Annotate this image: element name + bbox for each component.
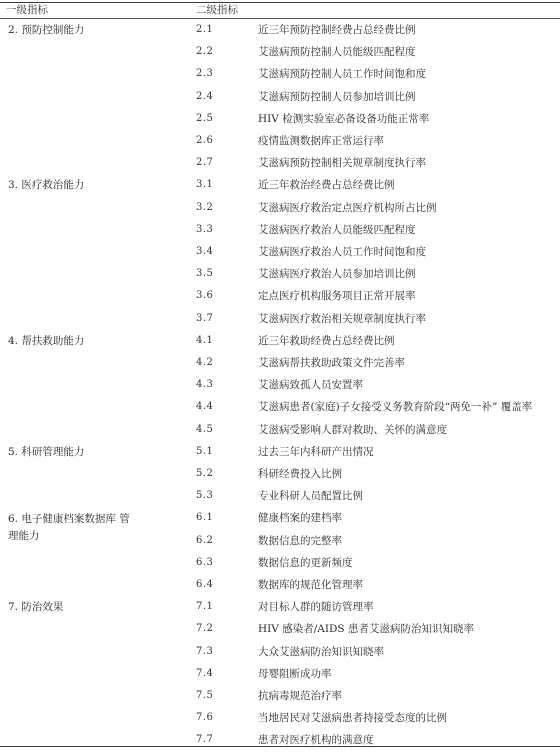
indicator-code: 4.3 xyxy=(196,379,214,391)
indicator-code: 7.3 xyxy=(196,645,214,657)
indicator-code: 2.5 xyxy=(196,112,214,124)
table-row xyxy=(0,399,560,421)
table-row xyxy=(0,333,560,355)
level2-indicator: 近三年预防控制经费占总经费比例 xyxy=(258,24,416,36)
level2-indicator: 艾滋病医疗救治相关规章制度执行率 xyxy=(258,312,426,325)
level2-indicator: 数据信息的更新频度 xyxy=(258,556,353,569)
indicator-code: 7.6 xyxy=(196,712,214,724)
table-row xyxy=(0,644,560,666)
indicator-code: 3.5 xyxy=(196,268,214,280)
level2-indicator: 艾滋病医疗救治人员工作时间饱和度 xyxy=(258,246,426,258)
indicator-code: 7.1 xyxy=(196,601,214,613)
table-row xyxy=(0,155,560,177)
indicator-code: 3.3 xyxy=(196,223,214,235)
level2-indicator: 当地居民对艾滋病患者持接受态度的比例 xyxy=(258,712,447,725)
indicator-code: 7.7 xyxy=(196,734,214,746)
level1-indicator: 2. 预防控制能力 xyxy=(8,24,85,36)
level2-indicator: HIV 检测实验室必备设备功能正常率 xyxy=(258,112,430,125)
table-row xyxy=(0,311,560,333)
table-row xyxy=(0,466,560,488)
table-row xyxy=(0,22,560,44)
level2-indicator: 艾滋病医疗救治人员能级匹配程度 xyxy=(258,223,416,236)
level2-indicator: 专业科研人员配置比例 xyxy=(258,490,363,503)
indicator-code: 3.6 xyxy=(196,290,214,302)
level2-indicator: 艾滋病帮扶救助政策文件完善率 xyxy=(258,357,405,369)
indicator-code: 2.1 xyxy=(196,24,214,35)
indicator-code: 6.2 xyxy=(196,534,214,546)
level2-indicator: 科研经费投入比例 xyxy=(258,468,342,480)
table-row xyxy=(0,377,560,399)
indicator-code: 6.3 xyxy=(196,556,214,568)
indicator-code: 4.2 xyxy=(196,357,214,368)
indicator-code: 7.4 xyxy=(196,667,214,679)
level2-indicator: 对目标人群的随访管理率 xyxy=(258,601,374,614)
table-row xyxy=(0,200,560,222)
indicator-code: 2.3 xyxy=(196,68,214,80)
indicator-code: 3.4 xyxy=(196,246,214,257)
table-top-rule xyxy=(0,2,560,3)
table-row xyxy=(0,444,560,466)
table-row xyxy=(0,133,560,155)
level2-indicator: 数据库的规范化管理率 xyxy=(258,579,363,591)
level1-indicator: 6. 电子健康档案数据库 管理能力 xyxy=(8,513,130,543)
indicator-code: 3.2 xyxy=(196,201,214,213)
table-row xyxy=(0,244,560,266)
level2-indicator: 近三年救助经费占总经费比例 xyxy=(258,334,395,347)
table-header-rule xyxy=(0,18,560,19)
indicator-code: 6.4 xyxy=(196,579,214,590)
table-row xyxy=(0,599,560,621)
level2-indicator: 定点医疗机构服务项目正常开展率 xyxy=(258,290,416,303)
indicator-code: 4.1 xyxy=(196,334,214,346)
table-row xyxy=(0,111,560,133)
indicator-code: 3.7 xyxy=(196,312,214,324)
level2-indicator: 数据信息的完整率 xyxy=(258,534,342,547)
level1-indicator: 4. 帮扶救助能力 xyxy=(8,334,85,347)
level2-indicator: 艾滋病患者(家庭)子女接受义务教育阶段“两免一补” 覆盖率 xyxy=(258,401,533,414)
indicator-code: 2.4 xyxy=(196,90,214,102)
level2-indicator: 抗病毒规范治疗率 xyxy=(258,690,342,702)
table-row xyxy=(0,266,560,288)
level2-indicator: 过去三年内科研产出情况 xyxy=(258,445,374,458)
table-row xyxy=(0,688,560,710)
table-bottom-rule xyxy=(0,746,560,747)
level2-indicator: 艾滋病预防控制人员参加培训比例 xyxy=(258,90,416,103)
level2-indicator: 艾滋病致孤人员安置率 xyxy=(258,379,363,392)
table-row xyxy=(0,422,560,444)
level2-indicator: HIV 感染者/AIDS 患者艾滋病防治知识知晓率 xyxy=(258,623,474,636)
level2-indicator: 大众艾滋病防治知识知晓率 xyxy=(258,645,384,658)
table-row xyxy=(0,710,560,732)
indicator-code: 4.5 xyxy=(196,423,214,435)
indicator-code: 5.2 xyxy=(196,468,214,479)
table-row xyxy=(0,555,560,577)
level1-indicator: 3. 医疗救治能力 xyxy=(8,179,85,192)
indicator-code: 5.1 xyxy=(196,445,214,457)
indicator-code: 6.1 xyxy=(196,512,214,524)
table-row xyxy=(0,222,560,244)
indicator-code: 3.1 xyxy=(196,179,214,191)
indicator-code: 2.6 xyxy=(196,135,214,146)
level2-indicator: 母婴阻断成功率 xyxy=(258,667,332,680)
level2-indicator: 疫情监测数据库正常运行率 xyxy=(258,135,384,147)
level2-indicator: 艾滋病预防控制人员能级匹配程度 xyxy=(258,46,416,59)
level2-indicator: 艾滋病受影响人群对救助、关怀的满意度 xyxy=(258,423,447,436)
table-row xyxy=(0,288,560,310)
indicator-code: 5.3 xyxy=(196,490,214,502)
level2-indicator: 艾滋病医疗救治定点医疗机构所占比例 xyxy=(258,201,437,214)
table-row xyxy=(0,577,560,599)
indicator-code: 2.7 xyxy=(196,157,214,169)
table-row xyxy=(0,621,560,643)
table-row xyxy=(0,66,560,88)
table-row xyxy=(0,89,560,111)
level2-indicator: 近三年救治经费占总经费比例 xyxy=(258,179,395,192)
indicator-code: 2.2 xyxy=(196,46,214,58)
table-row xyxy=(0,488,560,510)
table-row xyxy=(0,533,560,555)
level2-indicator: 艾滋病预防控制相关规章制度执行率 xyxy=(258,157,426,170)
indicator-code: 7.2 xyxy=(196,623,214,635)
table-row xyxy=(0,666,560,688)
indicator-code: 7.5 xyxy=(196,690,214,701)
table-row xyxy=(0,44,560,66)
level1-indicator: 7. 防治效果 xyxy=(8,601,64,614)
level2-indicator: 健康档案的建档率 xyxy=(258,512,342,525)
indicator-code: 4.4 xyxy=(196,401,214,413)
level2-indicator: 艾滋病医疗救治人员参加培训比例 xyxy=(258,268,416,281)
header-level2: 二级指标 xyxy=(196,4,238,16)
level2-indicator: 艾滋病预防控制人员工作时间饱和度 xyxy=(258,68,426,81)
table-row xyxy=(0,177,560,199)
table-row xyxy=(0,355,560,377)
level1-indicator: 5. 科研管理能力 xyxy=(8,445,85,458)
level2-indicator: 患者对医疗机构的满意度 xyxy=(258,734,374,747)
header-level1: 一级指标 xyxy=(6,4,48,16)
